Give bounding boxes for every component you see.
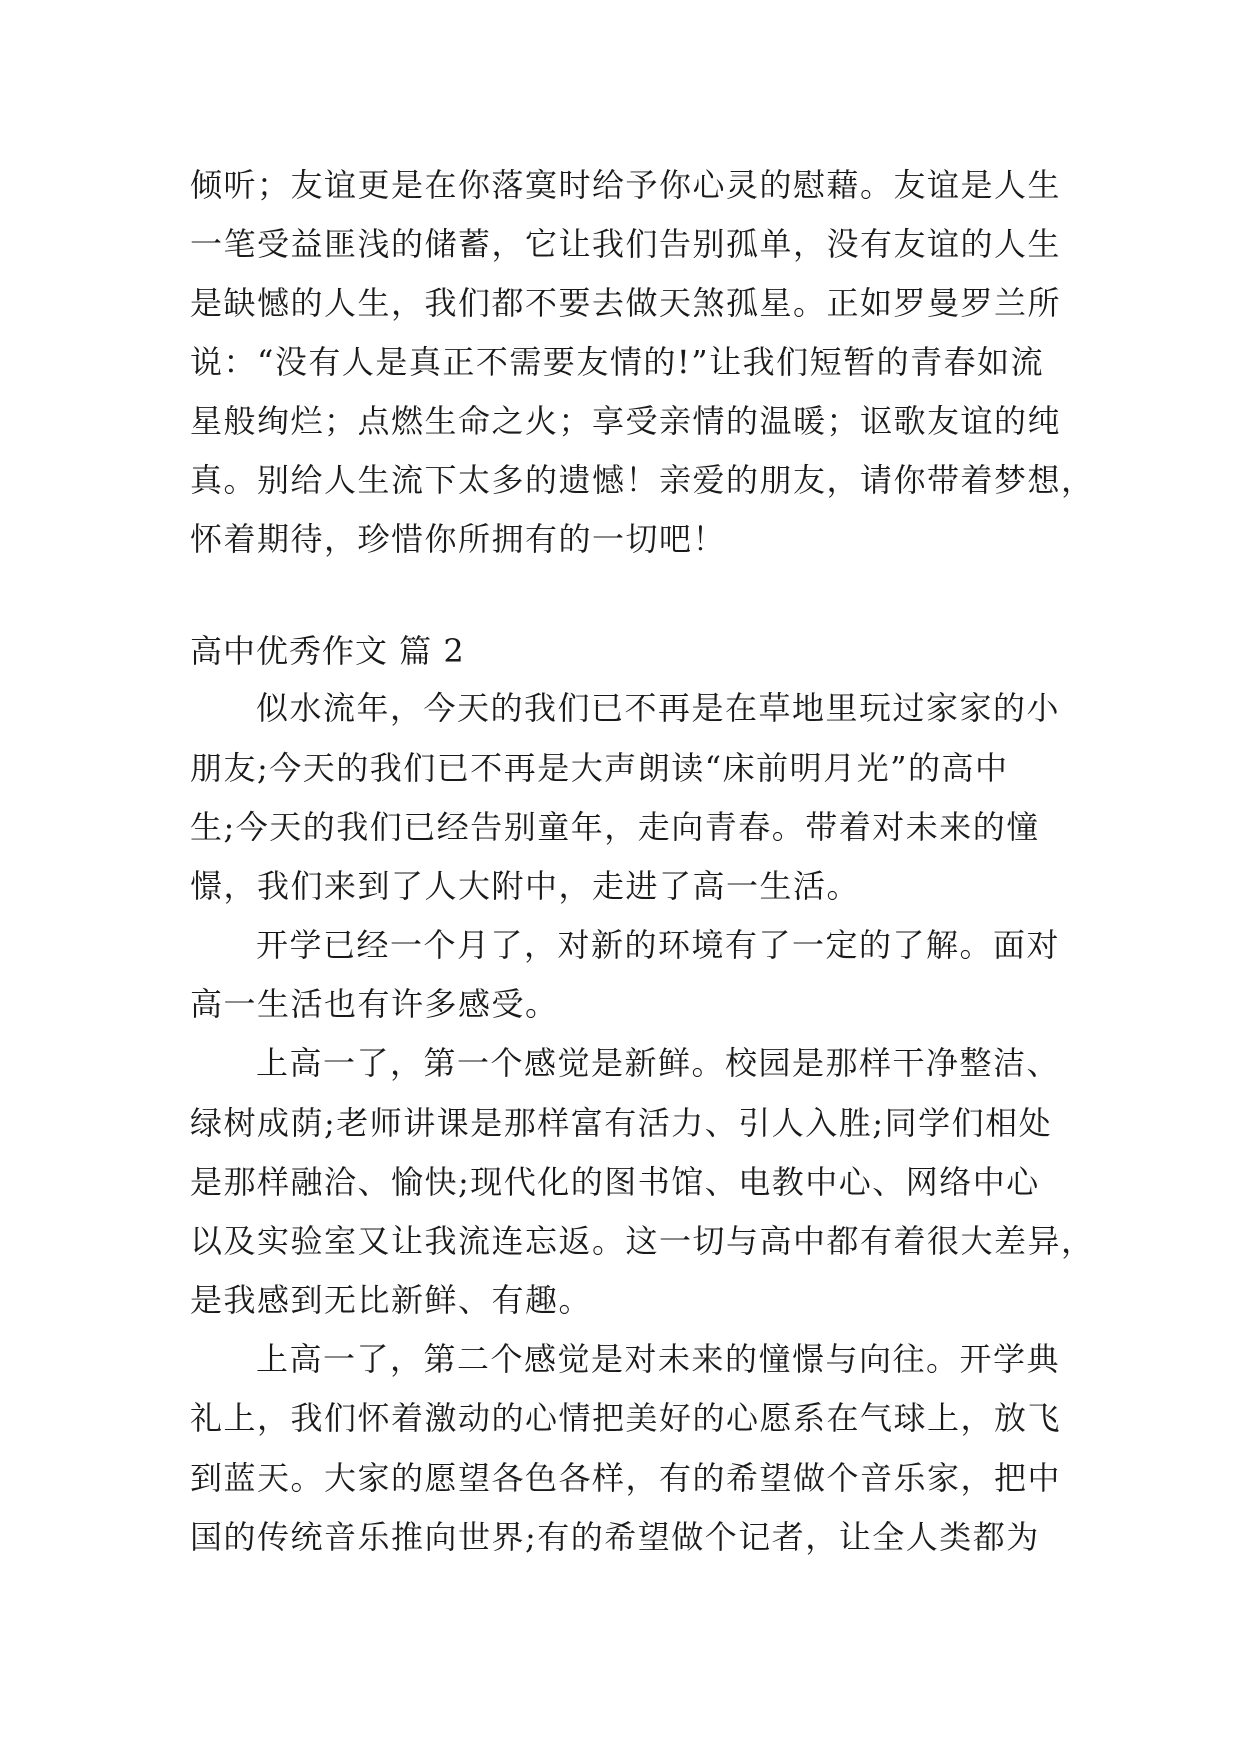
text-line: 真。别给人生流下太多的遗憾！亲爱的朋友，请你带着梦想， <box>190 461 1095 499</box>
text-line: 礼上，我们怀着激动的心情把美好的心愿系在气球上，放飞 <box>190 1399 1062 1437</box>
text-line: 星般绚烂；点燃生命之火；享受亲情的温暖；讴歌友谊的纯 <box>190 402 1062 440</box>
text-line: 以及实验室又让我流连忘返。这一切与高中都有着很大差异， <box>190 1222 1095 1260</box>
text-line: 说：“没有人是真正不需要友情的!”让我们短暂的青春如流 <box>190 343 1045 381</box>
text-line: 开学已经一个月了，对新的环境有了一定的了解。面对 <box>256 926 1061 964</box>
section-heading: 高中优秀作文 篇 2 <box>190 632 465 670</box>
text-line: 朋友;今天的我们已不再是大声朗读“床前明月光”的高中 <box>190 749 1009 787</box>
text-line: 高一生活也有许多感受。 <box>190 985 559 1023</box>
text-line: 上高一了，第一个感觉是新鲜。校园是那样干净整洁、 <box>256 1044 1061 1082</box>
text-line: 是缺憾的人生，我们都不要去做天煞孤星。正如罗曼罗兰所 <box>190 284 1062 322</box>
text-line: 一笔受益匪浅的储蓄，它让我们告别孤单，没有友谊的人生 <box>190 225 1062 263</box>
text-line: 憬，我们来到了人大附中，走进了高一生活。 <box>190 867 861 905</box>
text-line: 生;今天的我们已经告别童年，走向青春。带着对未来的憧 <box>190 808 1040 846</box>
text-line: 国的传统音乐推向世界;有的希望做个记者，让全人类都为 <box>190 1518 1040 1556</box>
text-line: 倾听；友谊更是在你落寞时给予你心灵的慰藉。友谊是人生 <box>190 166 1062 204</box>
text-line: 是我感到无比新鲜、有趣。 <box>190 1281 593 1319</box>
text-line: 怀着期待，珍惜你所拥有的一切吧！ <box>190 520 727 558</box>
text-line: 似水流年，今天的我们已不再是在草地里玩过家家的小 <box>256 689 1061 727</box>
text-line: 到蓝天。大家的愿望各色各样，有的希望做个音乐家，把中 <box>190 1459 1062 1497</box>
text-line: 上高一了，第二个感觉是对未来的憧憬与向往。开学典 <box>256 1340 1061 1378</box>
text-line: 是那样融洽、愉快;现代化的图书馆、电教中心、网络中心 <box>190 1163 1040 1201</box>
text-line: 绿树成荫;老师讲课是那样富有活力、引人入胜;同学们相处 <box>190 1104 1053 1142</box>
